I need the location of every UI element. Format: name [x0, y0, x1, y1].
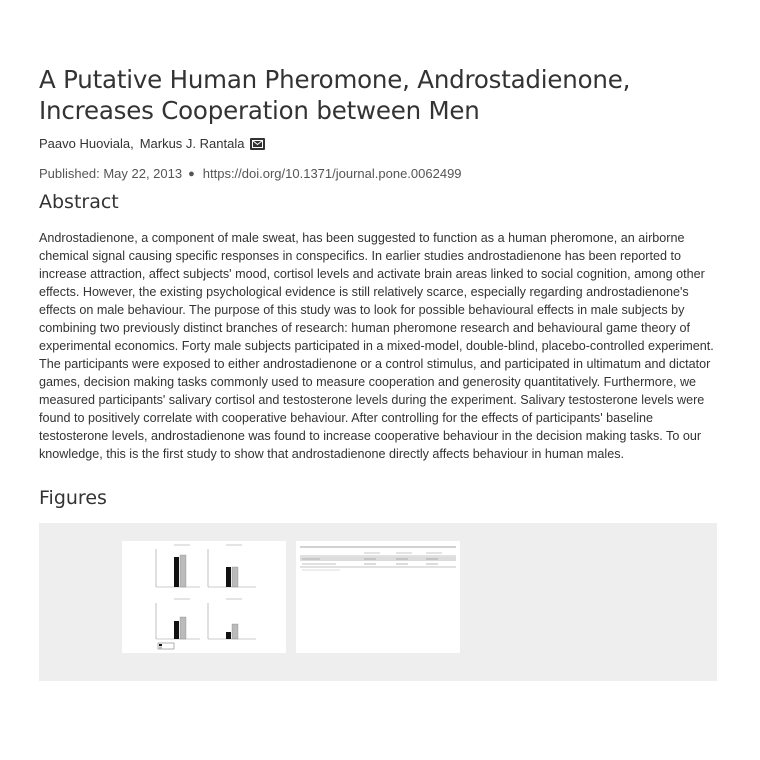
meta-bullet: ●: [188, 167, 195, 180]
author-link-2[interactable]: Markus J. Rantala: [139, 136, 245, 151]
figure-thumbnail-1[interactable]: [122, 541, 286, 653]
doi-link[interactable]: https://doi.org/10.1371/journal.pone.0062499: [202, 166, 462, 181]
author-separator: ,: [130, 136, 134, 151]
author-link-1[interactable]: Paavo Huoviala: [39, 136, 131, 151]
bar-chart-figure-icon: [122, 541, 286, 653]
abstract-text: Androstadienone, a component of male sweat, has been suggested to function as a human pheromone, an airborne chemical signal causing specific responses in conspecifics. In earlier studies androstadienone has been reported to increase attraction, affect subjects' mood, cortisol levels and activate brain areas linked to social cognition, among other effects. However, the existing psychological evidence is still relatively scarce, especially regarding androstadienone's effects on male behaviour. The purpose of this study was to look for possible behavioural effects in male subjects by combining two previously distinct branches of research: human pheromone research and behavioural game theory of experimental economics. Forty male subjects participated in a mixed-model, double-blind, placebo-controlled experiment. The participants were exposed to either androstadienone or a control stimulus, and participated in ultimatum and dictator games, decision making tasks commonly used to measure cooperation and generosity quantitatively. Furthermore, we measured participants' salivary cortisol and testosterone levels during the experiment. Salivary testosterone levels were found to positively correlate with cooperative behaviour. After controlling for the effects of participants' baseline testosterone levels, androstadienone was found to increase cooperative behaviour in the decision making tasks. To our knowledge, this is the first study to show that androstadienone directly affects behaviour in human males.: [39, 231, 714, 461]
abstract-heading: Abstract: [39, 191, 119, 213]
article-title: A Putative Human Pheromone, Androstadienone, Increases Cooperation between Men: [39, 65, 631, 125]
mail-icon[interactable]: [250, 138, 265, 150]
article-page: [39, 64, 719, 681]
published-date: Published: May 22, 2013: [39, 166, 183, 181]
figures-panel: [39, 523, 717, 681]
author-list: [39, 136, 719, 151]
figures-heading: Figures: [39, 487, 107, 509]
figure-thumbnail-2[interactable]: [296, 541, 460, 653]
publication-meta: [39, 166, 719, 181]
table-figure-icon: [296, 541, 460, 653]
